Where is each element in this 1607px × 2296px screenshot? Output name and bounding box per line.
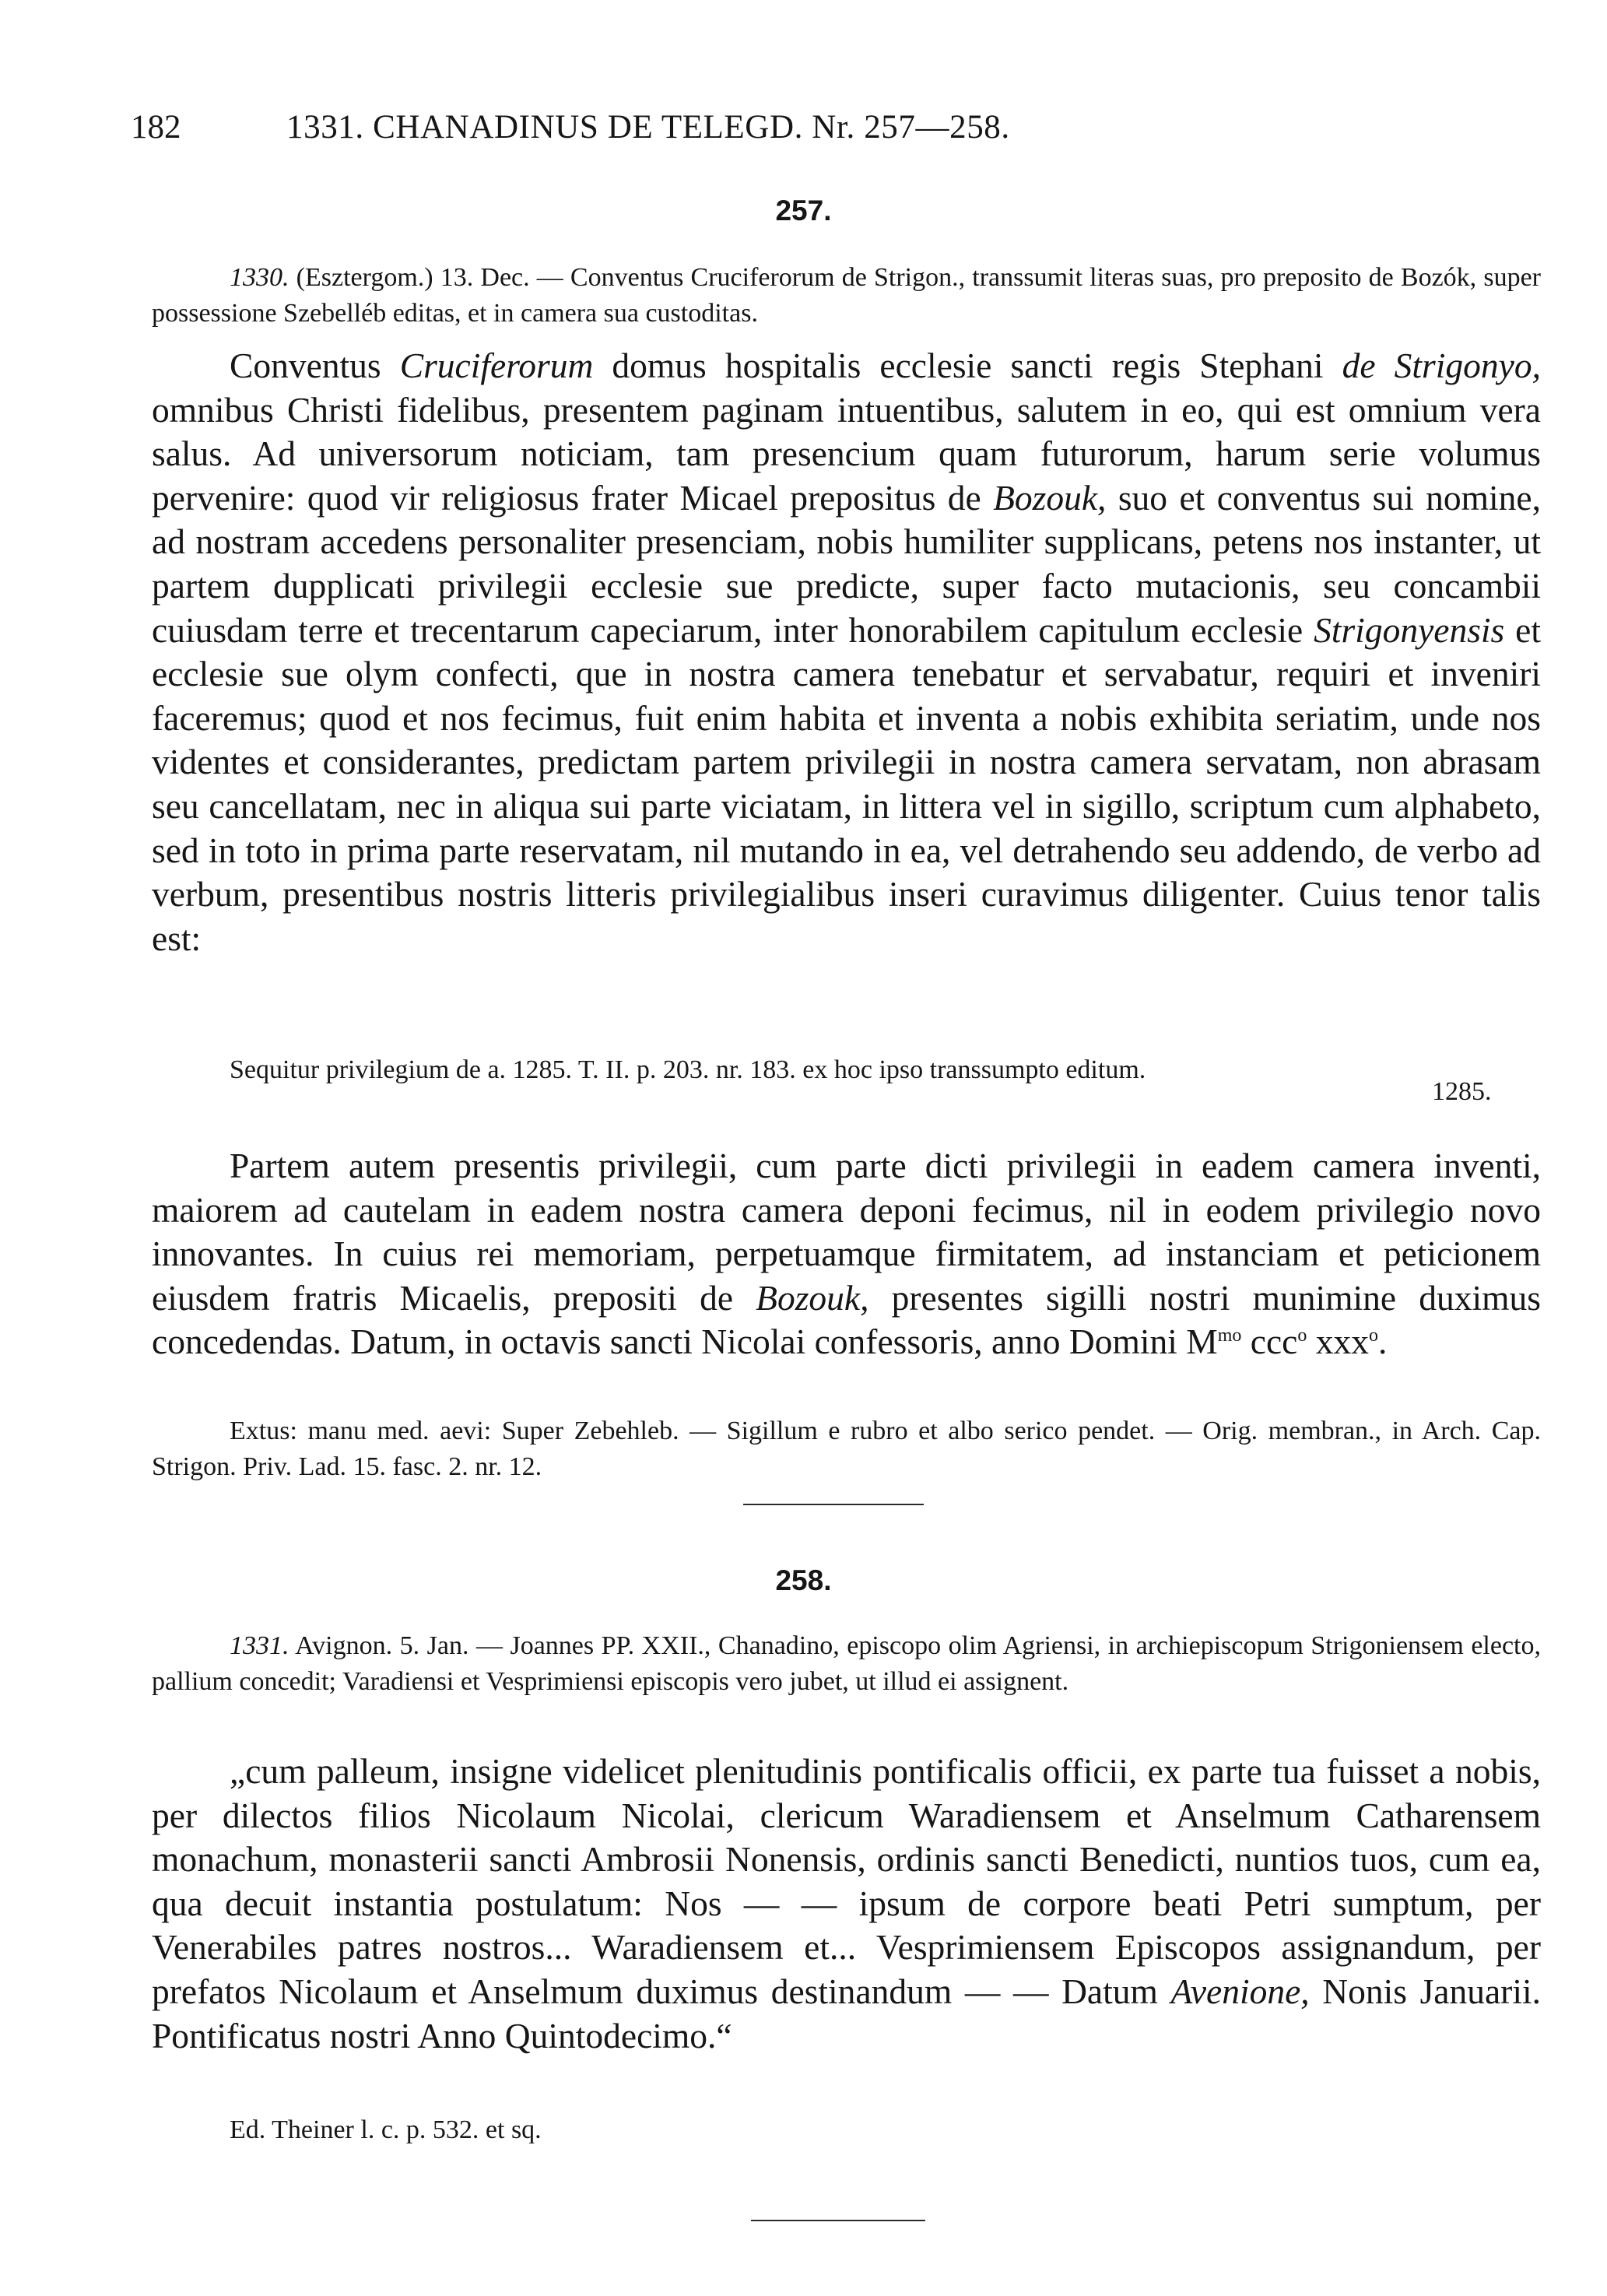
insert-note-257: Sequitur privilegium de a. 1285. T. II. p. 203. nr. 183. ex hoc ipso transsumpto editum. <box>230 1055 1146 1084</box>
page-number: 182 <box>131 109 181 146</box>
charter-text-257-part1 <box>152 344 1541 960</box>
text-segment: presentes sigilli nostri munimine duximus concedendas. Datum, in octavis sancti Nicolai confessoris, anno Domini M <box>152 1277 1541 1362</box>
text-segment: omnibus Christi fidelibus, presentem paginam intuentibus, salutem in eo, qui est omnium vera salus. Ad universorum noticiam, tam presencium quam futurorum, harum serie volumus pervenire: quod vir religiosus frater Micael prepositus de <box>152 389 1541 518</box>
regest-258 <box>152 1628 1541 1700</box>
margin-year-note: 1285. <box>1432 1077 1492 1106</box>
archival-note-257: Extus: manu med. aevi: Super Zebehleb. — Sigillum e rubro et albo serico pendet. — Orig. membran., in Arch. Cap. Strigon. Priv. Lad. 15. fasc. 2. nr. 12. <box>152 1417 1541 1481</box>
text-segment: et ecclesie sue olym confecti, que in nostra camera tenebatur et servabatur, requiri et inveniri faceremus; quod et nos fecimus, fuit enim habita et inventa a nobis exhibita seriatim, unde nos videntes et considerantes, predictam partem privilegii in nostra camera servatam, non abrasam seu cancellatam, nec in aliqua sui parte viciatam, in littera vel in sigillo, scriptum cum alphabeto, sed in toto in prima parte reservatam, nil mutando in ea, vel detrahendo seu addendo, de verbo ad verbum, presentibus nostris litteris privilegialibus inseri curavimus diligenter. Cuius tenor talis est: <box>152 609 1541 958</box>
regest-date: 1331. <box>230 1631 289 1660</box>
text-segment: Conventus <box>230 346 400 385</box>
text-segment: suo et conventus sui nomine, ad nostram accedens personaliter presenciam, nobis humiliter supplicans, petens nos instanter, ut partem dupplicati privilegii ecclesie sue predicte, super facto mutacionis, seu concambii cuiusdam terre et trecentarum capeciarum, inter honorabilem capitulum ecclesie <box>152 477 1541 650</box>
italic-name: de Strigonyo, <box>1342 346 1541 385</box>
running-title: 1331. CHANADINUS DE TELEGD. Nr. 257—258. <box>286 109 1010 146</box>
edition-note-258: Ed. Theiner l. c. p. 532. et sq. <box>230 2115 542 2144</box>
regest-text: Avignon. 5. Jan. — Joannes PP. XXII., Chanadino, episcopo olim Agriensi, in archiepiscopum Strigoniensem electo, pallium concedit; Varadiensi et Vesprimiensi episcopis vero jubet, ut illud ei assignent. <box>152 1631 1541 1696</box>
superscript: o <box>1297 1325 1307 1346</box>
regest-257 <box>152 260 1541 332</box>
italic-name: Avenione, <box>1170 1971 1310 2011</box>
divider-rule <box>751 2220 925 2221</box>
text-segment: „cum palleum, insigne videlicet plenitudinis pontificalis officii, ex parte tua fuisset a nobis, per dilectos filios Nicolaum Nicolai, clericum Waradiensem et Anselmum Catharensem monachum, monasterii sancti Ambrosii Nonensis, ordinis sancti Benedicti, nuntios tuos, cum ea, qua decuit instantia postulatum: Nos — — ipsum de corpore beati Petri sumptum, per Venerabiles patres nostros... Waradiensem et... Vesprimiensem Episcopos assignandum, per prefatos Nicolaum et Anselmum duximus destinandum — — Datum <box>152 1751 1541 2011</box>
document-number-258: 258. <box>775 1564 832 1596</box>
text-segment: Nonis Januarii. Pontificatus nostri Anno Quintodecimo.“ <box>152 1971 1541 2056</box>
text-segment: xxx <box>1307 1322 1369 1362</box>
divider-rule <box>743 1504 924 1505</box>
text-segment: domus hospitalis ecclesie sancti regis Stephani <box>593 346 1342 385</box>
charter-text-258 <box>152 1750 1541 2058</box>
text-segment: Partem autem presentis privilegii, cum parte dicti privilegii in eadem camera inventi, maiorem ad cautelam in eadem nostra camera deponi fecimus, nil in eodem privilegio novo innovantes. In cuius rei memoriam, perpetuamque firmitatem, ad instanciam et peticionem eiusdem fratris Micaelis, prepositi de <box>152 1146 1541 1318</box>
regest-text: (Esztergom.) 13. Dec. — Conventus Cruciferorum de Strigon., transsumit literas suas, pro preposito de Bozók, super possessione Szebelléb editas, et in camera sua custoditas. <box>152 263 1541 328</box>
italic-name: Bozouk, <box>756 1277 869 1318</box>
italic-name: Strigonyensis <box>1314 609 1505 650</box>
superscript: mo <box>1217 1325 1242 1346</box>
text-segment: . <box>1378 1322 1388 1362</box>
text-segment: ccc <box>1241 1322 1298 1362</box>
running-head <box>131 106 1477 149</box>
superscript: o <box>1369 1325 1378 1346</box>
italic-name: Cruciferorum <box>399 346 594 385</box>
regest-date: 1330. <box>230 263 289 292</box>
italic-name: Bozouk, <box>993 477 1107 518</box>
document-number-257: 257. <box>775 195 832 226</box>
charter-text-257-part2 <box>152 1144 1541 1364</box>
